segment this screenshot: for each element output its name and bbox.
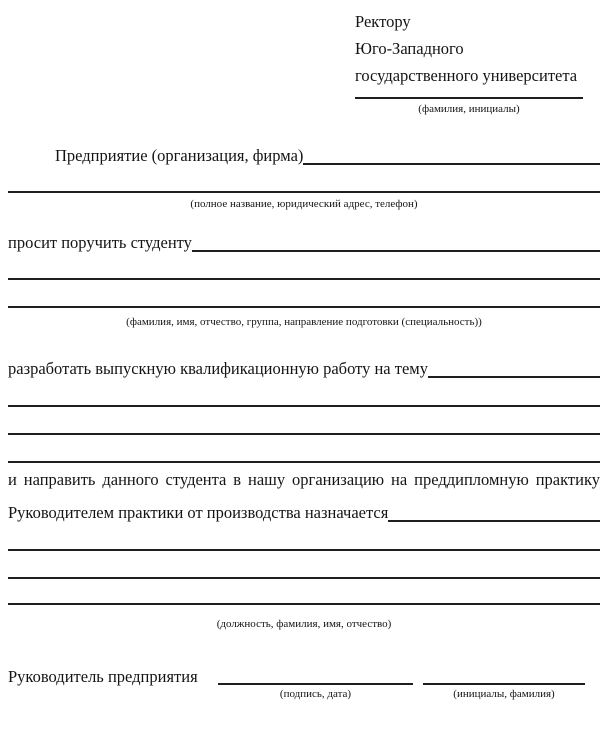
enterprise-details-line[interactable] [8, 166, 600, 193]
supervisor-label: Руководителем практики от производства назначается [8, 503, 389, 522]
addressee-line-rector: Ректору [355, 12, 411, 31]
rector-name-caption: (фамилия, инициалы) [418, 103, 520, 115]
supervisor-name-field[interactable] [388, 520, 600, 522]
addressee-block [355, 8, 600, 116]
initials-surname-caption: (инициалы, фамилия) [453, 688, 555, 700]
initials-surname-block [423, 667, 585, 701]
thesis-topic-field[interactable] [428, 376, 600, 378]
addressee-line-university-2: государственного университета [355, 66, 578, 85]
initials-surname-field[interactable] [423, 667, 585, 685]
thesis-topic-label: разработать выпускную квалификационную работу на тему [8, 359, 428, 378]
enterprise-name-field[interactable] [303, 163, 600, 165]
enterprise-head-label: Руководитель предприятия [8, 667, 198, 686]
student-name-field[interactable] [192, 250, 600, 252]
supervisor-details-line-1[interactable] [8, 523, 600, 551]
signature-date-block [218, 667, 413, 701]
addressee-line-university-1: Юго-Западного [355, 39, 464, 58]
supervisor-details-line-2[interactable] [8, 551, 600, 579]
supervisor-row [8, 496, 600, 523]
signature-date-field[interactable] [218, 667, 413, 685]
supervisor-caption: (должность, фамилия, имя, отчество) [216, 618, 392, 630]
thesis-topic-row [8, 352, 600, 379]
thesis-topic-line-2[interactable] [8, 407, 600, 435]
student-caption: (фамилия, имя, отчество, группа, направление подготовки (специальность)) [126, 316, 482, 328]
thesis-topic-line-1[interactable] [8, 379, 600, 407]
assign-student-row [8, 226, 600, 253]
rector-name-field[interactable] [355, 89, 583, 99]
student-details-line-1[interactable] [8, 253, 600, 280]
enterprise-label: Предприятие (организация, фирма) [55, 146, 304, 165]
enterprise-row [8, 139, 600, 166]
signature-row [8, 667, 600, 701]
practice-sentence: и направить данного студента в нашу организацию на преддипломную практику [8, 470, 600, 489]
enterprise-caption: (полное название, юридический адрес, телефон) [190, 198, 418, 210]
student-details-line-2[interactable] [8, 280, 600, 308]
supervisor-details-line-3[interactable] [8, 579, 600, 605]
signature-date-caption: (подпись, дата) [279, 688, 352, 700]
thesis-topic-line-3[interactable] [8, 435, 600, 463]
assign-student-label: просит поручить студенту [8, 233, 192, 252]
